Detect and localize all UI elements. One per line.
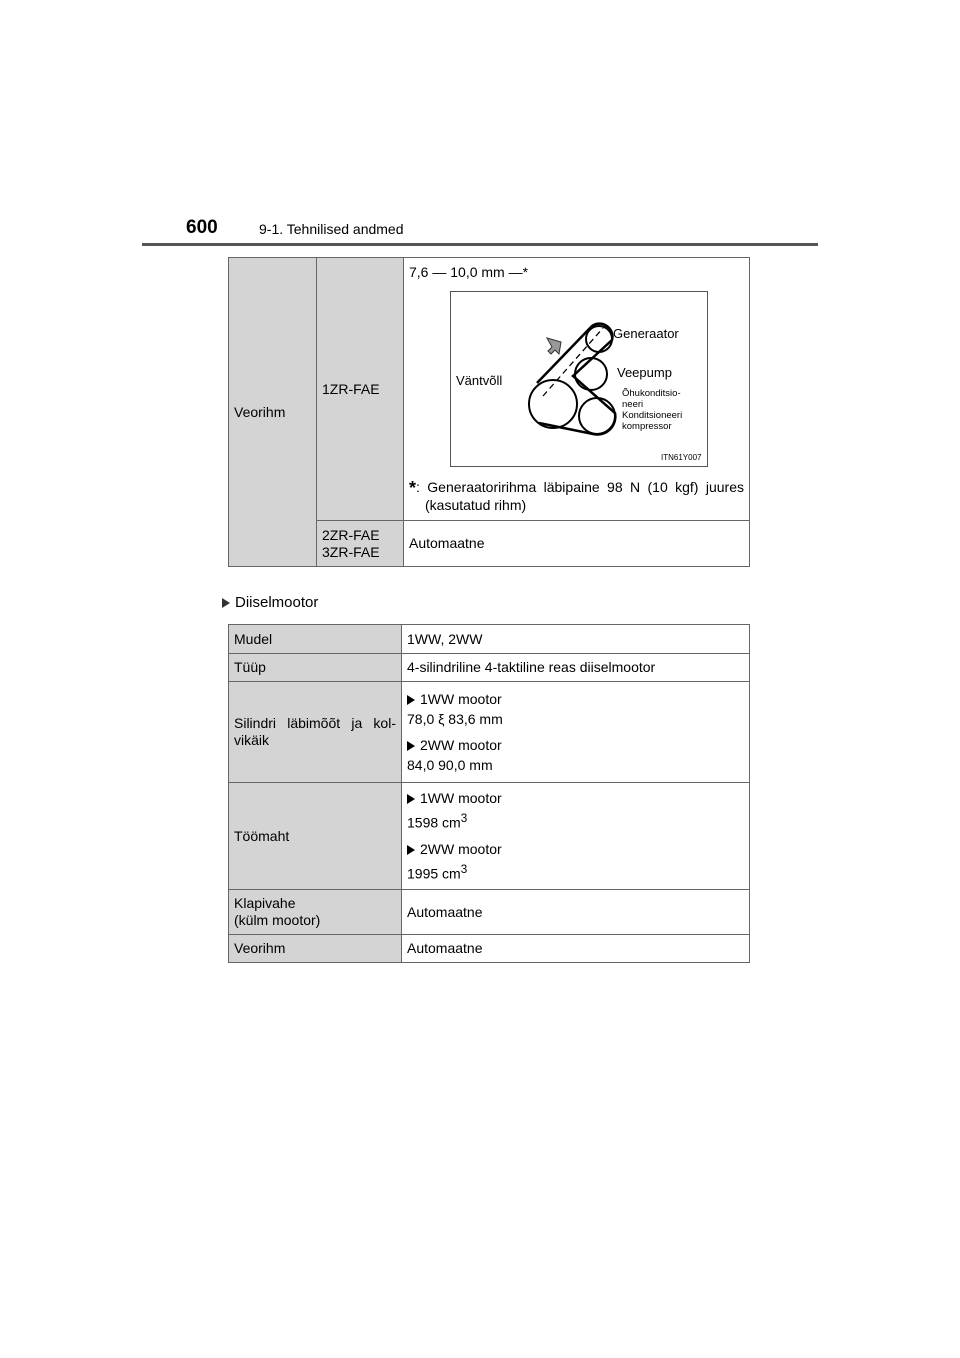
row-label: Veorihm	[229, 935, 402, 963]
triangle-bullet-icon	[407, 845, 415, 855]
triangle-bullet-icon	[222, 598, 230, 608]
section-title: 9-1. Tehnilised andmed	[259, 221, 404, 237]
table-row	[229, 654, 750, 682]
table-row	[229, 890, 750, 935]
belt-diagram	[450, 291, 708, 467]
table-row	[229, 783, 750, 890]
belt-value-2: Automaatne	[404, 521, 750, 567]
row-value: Automaatne	[402, 890, 750, 935]
label-generator: Generaator	[613, 326, 679, 341]
triangle-bullet-icon	[407, 695, 415, 705]
belt-table	[228, 257, 750, 567]
table-row	[229, 258, 750, 521]
row-value: 4-silindriline 4-taktiline reas diiselmootor	[402, 654, 750, 682]
triangle-bullet-icon	[407, 741, 415, 751]
label-crankshaft: Väntvõll	[456, 373, 503, 388]
diesel-table	[228, 624, 750, 963]
label-ac-compressor: Õhukonditsio- neeri Konditsioneeri kompressor	[622, 388, 683, 432]
triangle-bullet-icon	[407, 794, 415, 804]
row-label: Mudel	[229, 625, 402, 654]
engine-2zr-3zr: 2ZR-FAE 3ZR-FAE	[317, 521, 404, 567]
row-value: 1WW mootor 78,0 ξ 83,6 mm 2WW mootor 84,0 90,0 mm	[402, 682, 750, 783]
table-row	[229, 935, 750, 963]
belt-value-cell	[404, 258, 750, 521]
belt-label: Veorihm	[229, 258, 317, 567]
row-value: Automaatne	[402, 935, 750, 963]
row-value: 1WW mootor 1598 $cm^3$ 2WW mootor 1995 $cm^3$	[402, 783, 750, 890]
row-label: Töömaht	[229, 783, 402, 890]
table-row	[229, 625, 750, 654]
belt-deflection: 7,6 — 10,0 mm —*	[409, 264, 529, 280]
row-label: Klapivahe (külm mootor)	[229, 890, 402, 935]
diesel-heading: Diiselmootor	[222, 594, 318, 611]
row-label: Silindri läbimõõt ja kol-vikäik	[229, 682, 402, 783]
row-value: 1WW, 2WW	[402, 625, 750, 654]
label-water-pump: Veepump	[617, 365, 672, 380]
page-number: 600	[186, 217, 218, 238]
table-row	[229, 682, 750, 783]
footnote: *: Generaatoririhma läbipaine 98 N (10 kgf) juures (kasutatud rihm)	[409, 478, 744, 513]
row-label: Tüüp	[229, 654, 402, 682]
header-rule	[142, 243, 818, 246]
figure-code: ITN61Y007	[661, 453, 702, 462]
engine-1zr: 1ZR-FAE	[317, 258, 404, 521]
